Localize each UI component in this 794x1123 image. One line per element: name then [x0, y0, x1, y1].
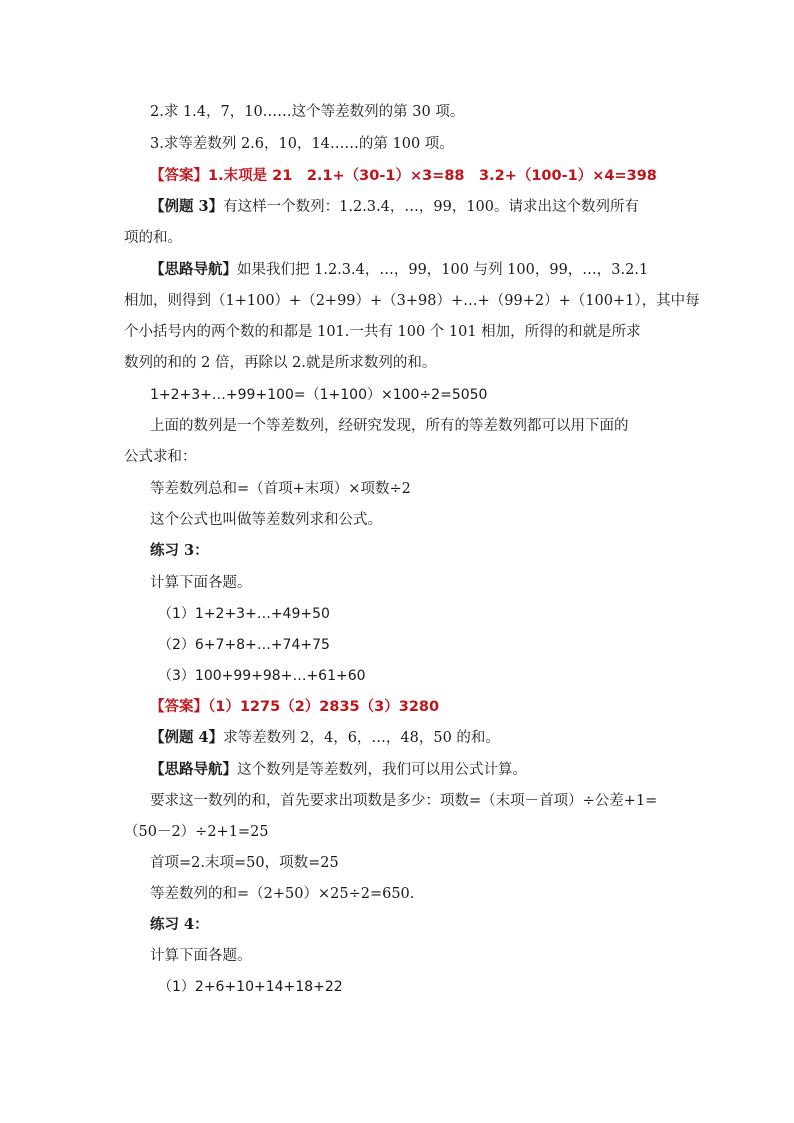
answer-2: [150, 697, 439, 717]
practice-4-item-1: （1）2+6+10+14+18+22: [158, 979, 343, 995]
guide-text: 如果我们把 1.2.3.4，…，99，100 与列 100，99，…，3.2.1: [237, 262, 649, 278]
calc-3: 1+2+3+…+99+100=（1+100）×100÷2=5050: [150, 387, 488, 403]
para-line-1: 上面的数列是一个等差数列，经研究发现，所有的等差数列都可以用下面的: [150, 418, 629, 434]
guide-4-line-4: 等差数列的和=（2+50）×25÷2=650.: [150, 886, 415, 902]
guide-label: 【思路导航】: [150, 761, 237, 778]
formula-note: 这个公式也叫做等差数列求和公式。: [150, 512, 382, 528]
calc-heading-4: 计算下面各题。: [150, 948, 252, 964]
practice-3-item-2: （2）6+7+8+…+74+75: [158, 637, 330, 653]
practice-3-item-1: （1）1+2+3+…+49+50: [158, 606, 330, 622]
practice-3-heading: 练习 3：: [150, 542, 209, 559]
answer-text: （1）1275（2）2835（3）3280: [208, 699, 440, 715]
question-3: 3.求等差数列 2.6，10，14……的第 100 项。: [150, 136, 454, 152]
guide-3-line-3: 个小括号内的两个数的和都是 101.一共有 100 个 101 相加，所得的和就是所求: [124, 324, 641, 340]
guide-4-line-1: 要求这一数列的和，首先要求出项数是多少：项数=（末项－首项）÷公差+1=: [150, 793, 658, 809]
question-2: 2.求 1.4，7，10……这个等差数列的第 30 项。: [150, 104, 465, 120]
example-4: [150, 728, 500, 748]
answer-label: 【答案】: [150, 698, 208, 715]
guide-text: 这个数列是等差数列，我们可以用公式计算。: [237, 762, 527, 778]
guide-4-line-3: 首项=2.末项=50，项数=25: [150, 855, 339, 871]
guide-4-line-2: （50－2）÷2+1=25: [124, 824, 269, 840]
example-3-cont: 项的和。: [124, 230, 182, 246]
example-text: 有这样一个数列：1.2.3.4，…，99，100。请求出这个数列所有: [223, 199, 639, 215]
example-label: 【例题 3】: [150, 198, 224, 215]
example-text: 求等差数列 2，4，6，…，48，50 的和。: [223, 730, 500, 746]
answer-label: 【答案】: [150, 167, 208, 184]
guide-label: 【思路导航】: [150, 261, 237, 278]
calc-heading-3: 计算下面各题。: [150, 575, 252, 591]
guide-4: [150, 760, 527, 780]
practice-3-item-3: （3）100+99+98+…+61+60: [158, 668, 366, 684]
example-3: [150, 197, 639, 217]
example-label: 【例题 4】: [150, 729, 224, 746]
guide-3-line-2: 相加，则得到（1+100）+（2+99）+（3+98）+…+（99+2）+（100+1），其中每: [124, 293, 700, 309]
answer-1: [150, 166, 657, 186]
guide-3: [150, 260, 648, 280]
para-line-2: 公式求和：: [124, 449, 197, 465]
formula: 等差数列总和=（首项+末项）×项数÷2: [150, 481, 411, 497]
practice-4-heading: 练习 4：: [150, 916, 209, 933]
guide-3-line-4: 数列的和的 2 倍，再除以 2.就是所求数列的和。: [124, 355, 437, 371]
answer-text: 1.末项是 21 2.1+（30-1）×3=88 3.2+（100-1）×4=398: [208, 168, 657, 184]
